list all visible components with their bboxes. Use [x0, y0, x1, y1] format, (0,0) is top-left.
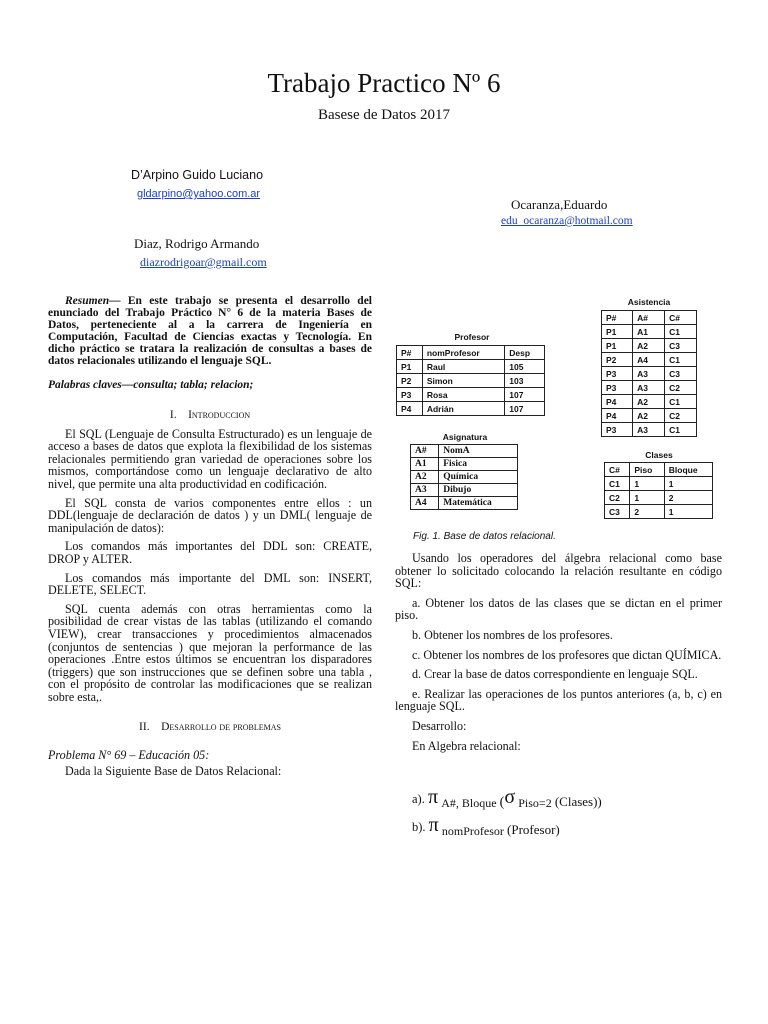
table-cell: 1	[630, 491, 664, 505]
table-cell: A2	[633, 395, 665, 409]
table-cell: 1	[630, 477, 664, 491]
sigma-symbol: σ	[504, 786, 516, 808]
table-cell: A2	[411, 471, 439, 484]
table-cell: C1	[665, 423, 697, 437]
table-cell: C3	[665, 367, 697, 381]
section-1-number: I.	[169, 409, 177, 422]
table-cell: C1	[665, 395, 697, 409]
table-row	[602, 423, 697, 437]
table-cell: P2	[602, 353, 633, 367]
table-header-cell: A#	[633, 311, 665, 325]
table-cell: C3	[605, 505, 630, 519]
paragraph-5: SQL cuenta además con otras herramientas como la posibilidad de crear vistas de las tablas (utilizando el comando VIEW), crear transacciones y procedimientos almacenados (conjuntos de sentencias ) que mejoran la performance de las operaciones .Entre estos últimos se encuentran los disparadores (triggers) que son instrucciones que se definen sobre una tabla , con el propósito de controlar las modificaciones que se realizan sobre esta,.	[48, 601, 372, 704]
table-cell: Matemática	[439, 497, 518, 510]
table-cell: 105	[505, 360, 545, 374]
table-row	[397, 374, 545, 388]
section-1-title: Introduccion	[188, 409, 251, 422]
table-cell: 1	[664, 477, 712, 491]
table-cell: A3	[633, 423, 665, 437]
table-header-cell: NomA	[439, 445, 518, 458]
table-cell: P1	[397, 360, 423, 374]
table-header-cell: Desp	[505, 346, 545, 360]
paper-subtitle: Basese de Datos 2017	[317, 107, 451, 123]
table-header-cell: Bloque	[664, 463, 712, 477]
table-cell: 107	[505, 402, 545, 416]
expr-b-relation: (Profesor)	[507, 822, 560, 837]
expr-a-label: a).	[412, 792, 425, 806]
table-header-row	[411, 445, 518, 458]
table-cell: P4	[602, 409, 633, 423]
table-cell: Rosa	[422, 388, 504, 402]
table-header-cell: P#	[602, 311, 633, 325]
table-cell: A1	[411, 458, 439, 471]
table-header-cell: nomProfesor	[422, 346, 504, 360]
table-cell: Dibujo	[439, 484, 518, 497]
author-name-1: D’Arpino Guido Luciano	[131, 168, 264, 182]
table-header-row	[602, 311, 697, 325]
item-b: b. Obtener los nombres de los profesores.	[412, 627, 613, 642]
table-header-cell: P#	[397, 346, 423, 360]
asignatura-caption: Asignatura	[442, 432, 488, 442]
table-cell: C2	[665, 381, 697, 395]
asistencia-caption: Asistencia	[627, 297, 671, 307]
table-cell: C3	[665, 339, 697, 353]
table-row	[397, 360, 545, 374]
table-header-row	[605, 463, 713, 477]
table-cell: C1	[605, 477, 630, 491]
paragraph-4: Los comandos más importante del DML son: INSERT, DELETE, SELECT.	[48, 570, 372, 598]
pi-symbol: π	[428, 814, 439, 836]
expr-a-condition: Piso=2	[518, 796, 552, 810]
table-cell: P3	[602, 423, 633, 437]
paragraph-1: El SQL (Lenguaje de Consulta Estructurado) es un lenguaje de acceso a bases de datos que explota la flexibilidad de los sistemas relacionales permitiendo gran variedad de operaciones sobre los mismos, comportándose como un lenguaje declarativo de alto nivel, que permite una alta productividad en codificación.	[48, 426, 372, 491]
table-header-cell: C#	[605, 463, 630, 477]
table-cell: P4	[397, 402, 423, 416]
table-cell: 1	[664, 505, 712, 519]
table-cell: Química	[439, 471, 518, 484]
table-header-cell: Piso	[630, 463, 664, 477]
table-row	[602, 367, 697, 381]
table-row	[397, 388, 545, 402]
pi-symbol: π	[427, 786, 439, 808]
section-2-number: II.	[139, 720, 150, 733]
table-row	[602, 339, 697, 353]
problem-title: Problema N° 69 – Educación 05:	[48, 748, 210, 763]
table-cell: A3	[411, 484, 439, 497]
item-a: a. Obtener los datos de las clases que se dictan en el primer piso.	[395, 595, 722, 623]
expression-a	[412, 786, 602, 809]
table-cell: P3	[602, 367, 633, 381]
table-header-cell: C#	[665, 311, 697, 325]
profesor-table	[396, 345, 545, 416]
right-intro: Usando los operadores del álgebra relacional como base obtener lo solicitado colocando la relación resultante en código SQL:	[395, 551, 722, 591]
table-cell: A2	[633, 339, 665, 353]
author-email-2[interactable]: edu_ocaranza@hotmail.com	[501, 215, 633, 227]
table-cell: A4	[633, 353, 665, 367]
left-column	[48, 296, 372, 777]
table-cell: Adrián	[422, 402, 504, 416]
table-cell: P3	[397, 388, 423, 402]
paper-title: Trabajo Practico Nº 6	[267, 68, 501, 98]
table-header-cell: A#	[411, 445, 439, 458]
author-name-2: Ocaranza,Eduardo	[511, 197, 608, 212]
asistencia-table	[601, 310, 697, 437]
author-email-3[interactable]: diazrodrigoar@gmail.com	[140, 255, 267, 269]
expr-b-projection: nomProfesor	[441, 824, 504, 838]
table-header-row	[397, 346, 545, 360]
table-row	[411, 484, 518, 497]
algebra-label: En Algebra relacional:	[412, 738, 521, 753]
desarrollo-label: Desarrollo:	[412, 718, 467, 733]
asignatura-table	[410, 444, 518, 510]
expression-b	[412, 814, 560, 837]
table-cell: P4	[602, 395, 633, 409]
table-cell: C1	[665, 353, 697, 367]
table-cell: C1	[665, 325, 697, 339]
abstract-text: En este trabajo se presenta el desarrollo del enunciado del Trabajo Práctico N° 6 de la materia Bases de Datos, perteneciente al a la carrera de Ingeniería en Computación, Facultad de Ciencias exactas y Tecnología. En dicho práctico se tratara la realización de consultas a bases de datos relacionales utilizando el lenguaje SQL.	[48, 295, 372, 367]
table-cell: C2	[605, 491, 630, 505]
table-row	[605, 491, 713, 505]
table-row	[602, 325, 697, 339]
table-cell: Simon	[422, 374, 504, 388]
clases-table	[604, 462, 713, 519]
abstract	[48, 296, 372, 367]
expr-a-open: (	[499, 795, 505, 810]
table-row	[605, 505, 713, 519]
expr-a-projection: A#, Bloque	[441, 796, 497, 810]
table-row	[602, 381, 697, 395]
table-cell: A3	[633, 381, 665, 395]
table-cell: 107	[505, 388, 545, 402]
problem-intro: Dada la Siguiente Base de Datos Relacional:	[65, 763, 282, 778]
author-email-1[interactable]: gldarpino@yahoo.com.ar	[137, 188, 261, 200]
item-c: c. Obtener los nombres de los profesores que dictan QUÍMICA.	[412, 647, 722, 662]
table-row	[602, 353, 697, 367]
section-2-heading	[48, 721, 372, 734]
table-cell: P3	[602, 381, 633, 395]
table-cell: Fisica	[439, 458, 518, 471]
expr-a-relation: (Clases))	[554, 794, 602, 809]
table-cell: Raul	[422, 360, 504, 374]
section-1-heading	[48, 409, 372, 422]
item-e: e. Realizar las operaciones de los puntos anteriores (a, b, c) en lenguaje SQL.	[395, 686, 722, 714]
right-column	[395, 552, 722, 752]
table-row	[411, 471, 518, 484]
table-row	[411, 497, 518, 510]
table-cell: A3	[633, 367, 665, 381]
table-cell: P1	[602, 325, 633, 339]
table-row	[605, 477, 713, 491]
profesor-caption: Profesor	[454, 332, 490, 342]
table-cell: 2	[630, 505, 664, 519]
table-cell: 2	[664, 491, 712, 505]
clases-caption: Clases	[645, 450, 673, 460]
paragraph-3: Los comandos más importantes del DDL son: CREATE, DROP y ALTER.	[48, 539, 372, 566]
section-2-title: Desarrollo de problemas	[161, 720, 281, 733]
table-cell: P2	[397, 374, 423, 388]
table-row	[602, 395, 697, 409]
table-row	[411, 458, 518, 471]
abstract-label: Resumen—	[65, 295, 121, 307]
paragraph-2: El SQL consta de varios componentes entre ellos : un DDL(lenguaje de declaración de datos ) y un DML( lenguaje de manipulación de datos):	[48, 495, 372, 535]
keywords: Palabras claves—consulta; tabla; relacion;	[48, 379, 254, 392]
table-row	[397, 402, 545, 416]
expr-b-label: b).	[412, 820, 426, 834]
table-cell: A4	[411, 497, 439, 510]
table-row	[602, 409, 697, 423]
author-name-3: Diaz, Rodrigo Armando	[134, 236, 260, 251]
table-cell: A2	[633, 409, 665, 423]
table-cell: 103	[505, 374, 545, 388]
table-cell: A1	[633, 325, 665, 339]
item-d: d. Crear la base de datos correspondiente en lenguaje SQL.	[412, 667, 698, 682]
table-cell: C2	[665, 409, 697, 423]
table-cell: P1	[602, 339, 633, 353]
figure-caption: Fig. 1. Base de datos relacional.	[413, 531, 556, 542]
